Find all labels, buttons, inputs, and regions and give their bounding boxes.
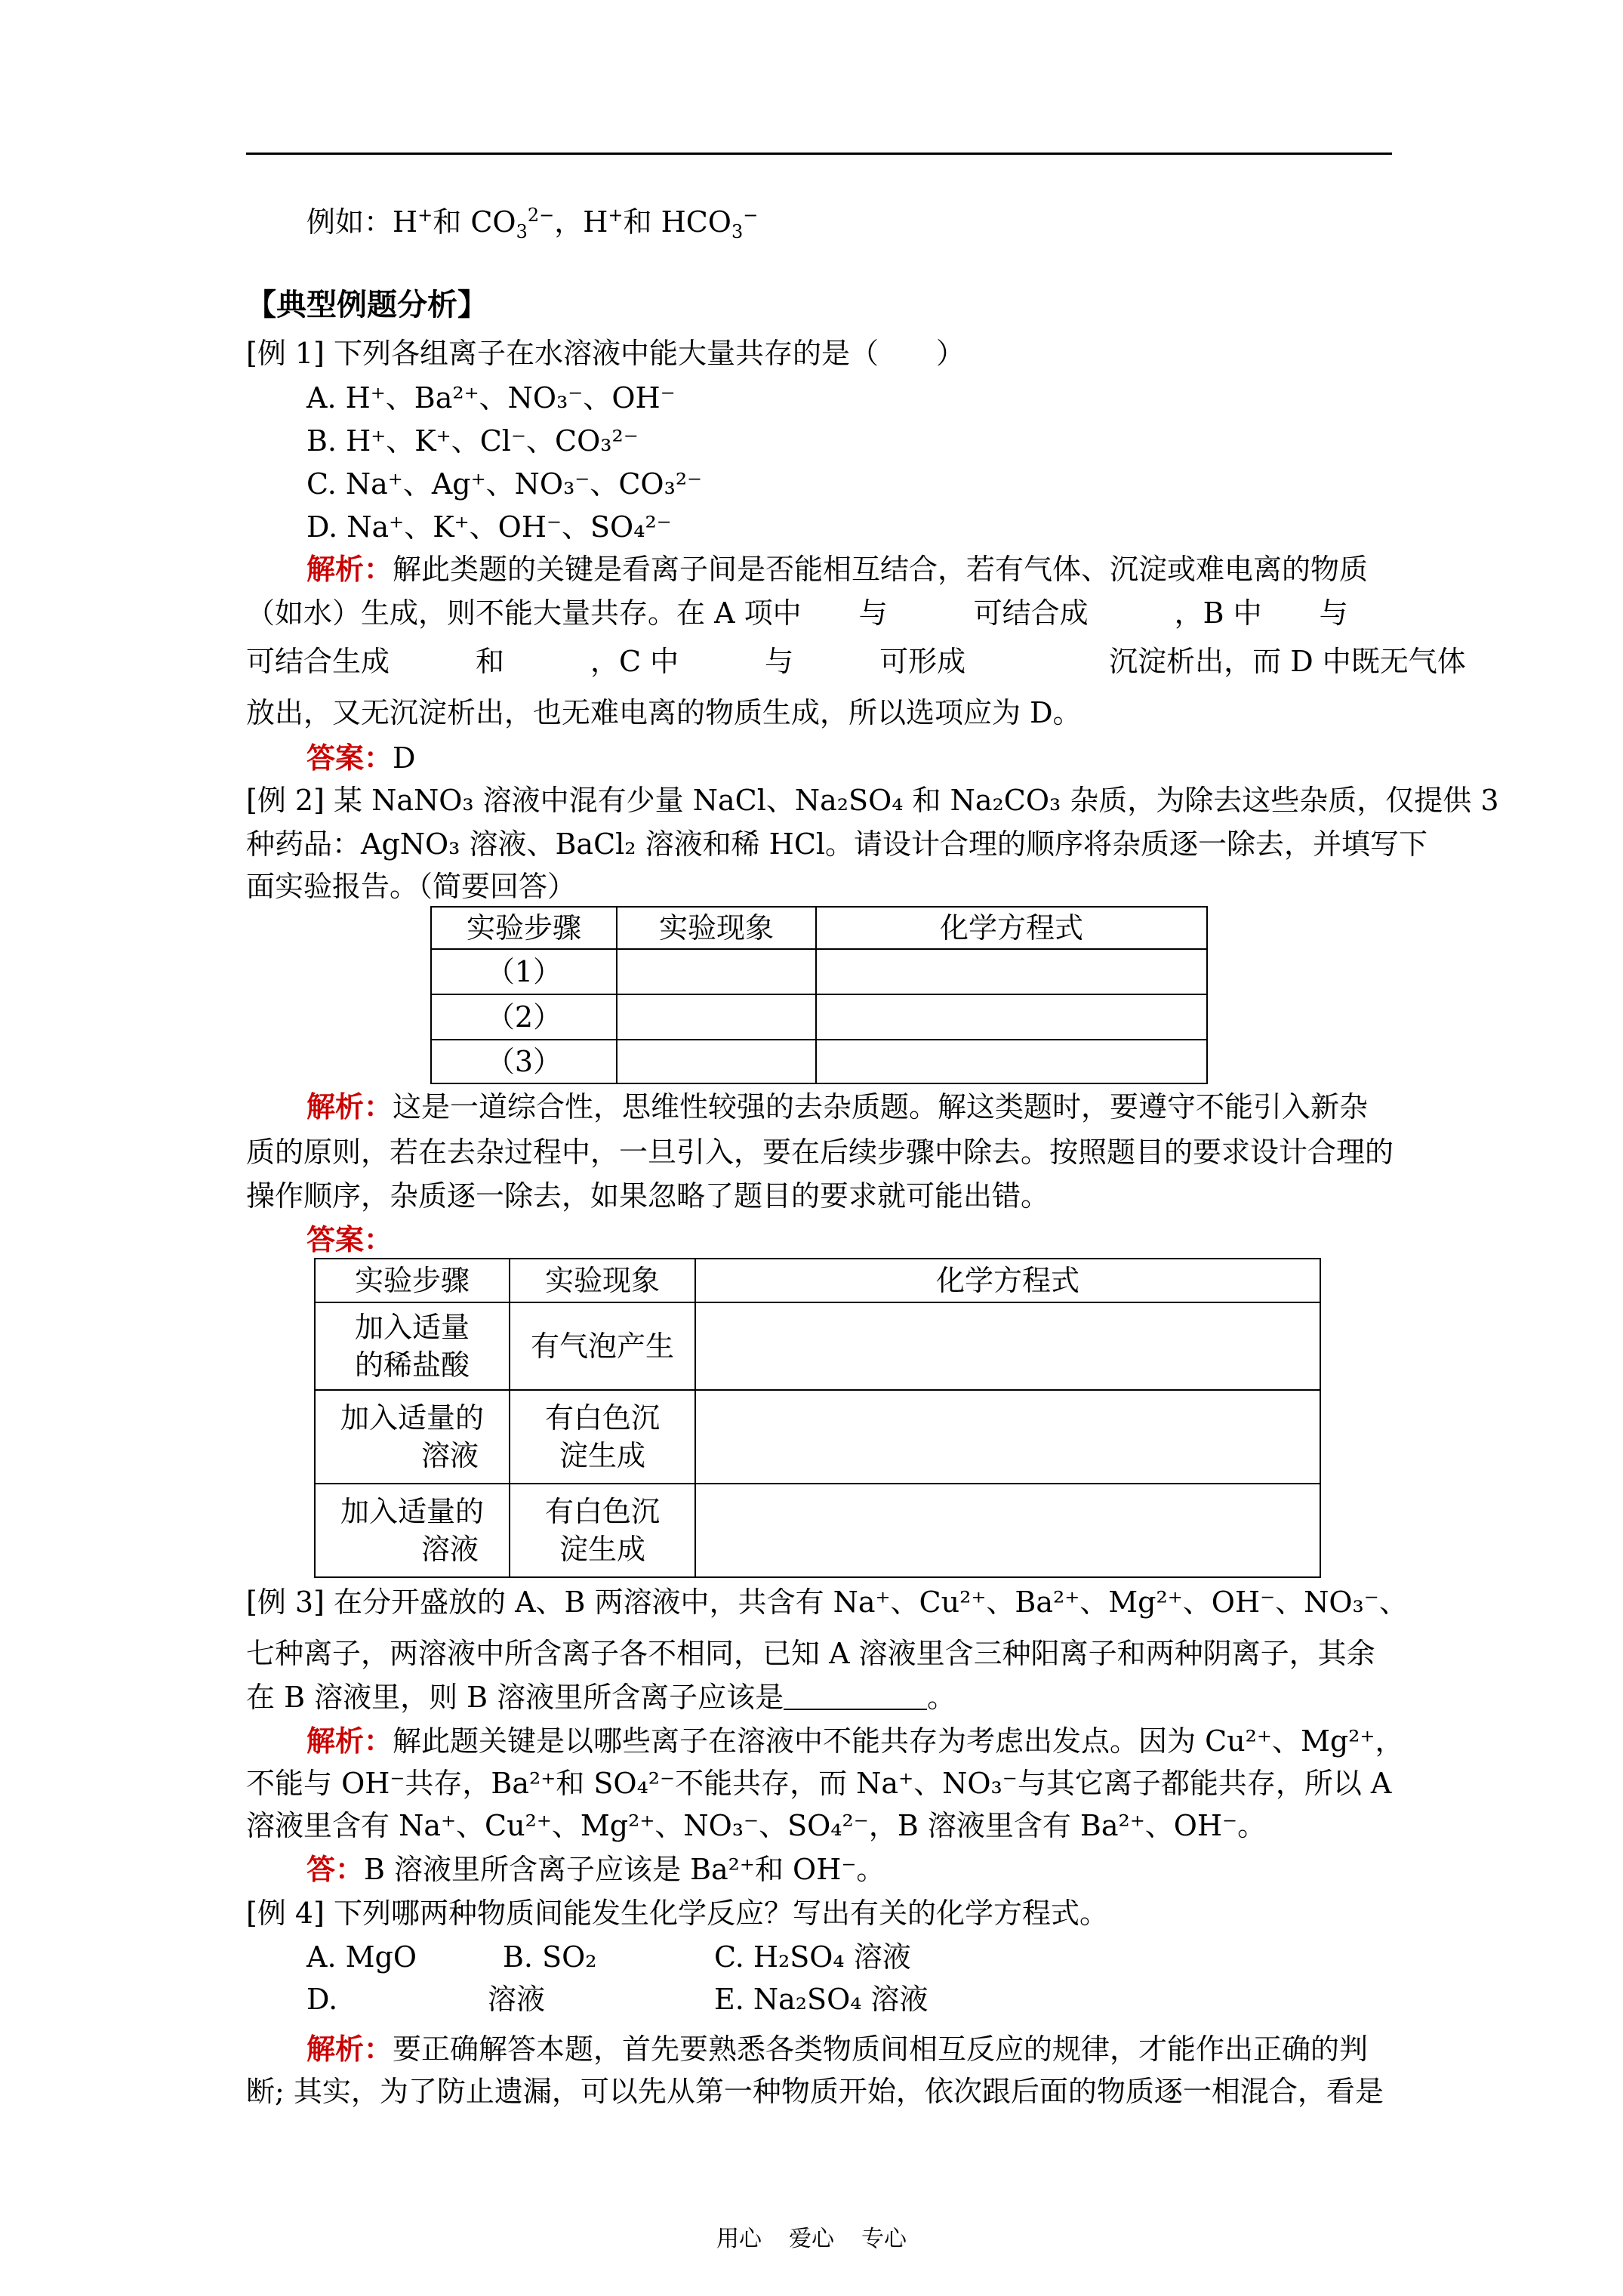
header-cell: 实验步骤 <box>315 1259 510 1302</box>
ex2-stem-3: 面实验报告。（简要回答） <box>246 870 577 903</box>
header-cell: 化学方程式 <box>816 907 1207 949</box>
table-row <box>315 1390 1320 1484</box>
header-cell: 化学方程式 <box>695 1259 1320 1302</box>
ex4-stem: [例 4] 下列哪两种物质间能发生化学反应？写出有关的化学方程式。 <box>246 1897 1108 1930</box>
observation-cell: 有白色沉 淀生成 <box>510 1390 695 1484</box>
header-cell: 实验现象 <box>510 1259 695 1302</box>
step-cell: 加入适量的 溶液 <box>315 1390 510 1484</box>
ex1-option-b: B. H⁺、K⁺、Cl⁻、CO₃²⁻ <box>306 424 639 458</box>
ex3-stem-3: 在 B 溶液里，则 B 溶液里所含离子应该是 。 <box>246 1681 956 1714</box>
ex3-answer: 答：B 溶液里所含离子应该是 Ba²⁺和 OH⁻。 <box>306 1852 885 1886</box>
table-row <box>315 1302 1320 1390</box>
example-line: 例如：H+和 $CO_3^{2-}$，H+和 $HCO_3^-$ <box>306 205 759 242</box>
table-row <box>315 1259 1320 1302</box>
step-cell: （1） <box>431 949 617 994</box>
ex1-analysis-1: 解析：解此类题的关键是看离子间是否能相互结合，若有气体、沉淀或难电离的物质 <box>306 552 1369 586</box>
blank-cell <box>816 1040 1207 1083</box>
ex1-option-c: C. Na⁺、Ag⁺、NO₃⁻、CO₃²⁻ <box>306 467 703 501</box>
ex1-analysis-4: 放出，又无沉淀析出，也无难电离的物质生成，所以选项应为 D。 <box>246 696 1082 729</box>
equation-cell <box>695 1484 1320 1577</box>
blank-cell <box>617 949 816 994</box>
ex3-stem-2: 七种离子，两溶液中所含离子各不相同，已知 A 溶液里含三种阳离子和两种阴离子，其余 <box>246 1637 1375 1670</box>
table-row <box>431 949 1207 994</box>
ex3-analysis-2: 不能与 OH⁻共存，Ba²⁺和 SO₄²⁻不能共存，而 Na⁺、NO₃⁻与其它离子都能共存，所以 A <box>246 1767 1392 1800</box>
equation-cell <box>695 1302 1320 1390</box>
ex1-analysis-2: （如水）生成，则不能大量共存。在 A 项中 与 可结合成 ，B 中 与 <box>246 596 1348 630</box>
header-cell: 实验现象 <box>617 907 816 949</box>
ex2-report-table <box>430 906 1208 1084</box>
ex4-option-c: C. H₂SO₄ 溶液 <box>714 1940 911 1974</box>
observation-cell: 有白色沉 淀生成 <box>510 1484 695 1577</box>
table-row <box>315 1484 1320 1577</box>
page-footer: 用心 爱心 专心 <box>716 2226 907 2252</box>
ex4-option-e: E. Na₂SO₄ 溶液 <box>714 1983 929 2016</box>
ex2-answer-label: 答案： <box>306 1222 393 1256</box>
header-cell: 实验步骤 <box>431 907 617 949</box>
ex4-option-a: A. MgO <box>306 1940 417 1974</box>
table-row <box>431 1040 1207 1083</box>
ex1-analysis-3: 可结合生成 和 ，C 中 与 可形成 沉淀析出，而 D 中既无气体 <box>246 645 1466 678</box>
ex4-option-b: B. SO₂ <box>503 1940 597 1974</box>
blank-cell <box>617 994 816 1040</box>
header-rule <box>246 153 1392 155</box>
ex1-option-d: D. Na⁺、K⁺、OH⁻、SO₄²⁻ <box>306 510 672 544</box>
step-cell: （2） <box>431 994 617 1040</box>
section-title: 【典型例题分析】 <box>246 287 488 322</box>
table-row <box>431 994 1207 1040</box>
equation-cell <box>695 1390 1320 1484</box>
blank-cell <box>816 949 1207 994</box>
ex1-stem: [例 1] 下列各组离子在水溶液中能大量共存的是（ ） <box>246 337 965 370</box>
blank-cell <box>617 1040 816 1083</box>
step-cell: （3） <box>431 1040 617 1083</box>
ex3-stem-1: [例 3] 在分开盛放的 A、B 两溶液中，共含有 Na⁺、Cu²⁺、Ba²⁺、Mg²⁺、OH⁻、NO₃⁻、 <box>246 1586 1408 1619</box>
ex2-stem-2: 种药品：AgNO₃ 溶液、BaCl₂ 溶液和稀 HCl。请设计合理的顺序将杂质逐一除去，并填写下 <box>246 827 1428 861</box>
blank-cell <box>816 994 1207 1040</box>
table-row <box>431 907 1207 949</box>
ex2-analysis-3: 操作顺序，杂质逐一除去，如果忽略了题目的要求就可能出错。 <box>246 1179 1050 1213</box>
ex4-analysis-2: 断; 其实，为了防止遗漏，可以先从第一种物质开始，依次跟后面的物质逐一相混合，看是 <box>246 2075 1384 2108</box>
ex3-analysis-1: 解析：解此题关键是以哪些离子在溶液中不能共存为考虑出发点。因为 Cu²⁺、Mg²⁺， <box>306 1724 1404 1758</box>
step-cell: 加入适量 的稀盐酸 <box>315 1302 510 1390</box>
ex2-answer-table <box>314 1258 1321 1578</box>
ex2-stem-1: [例 2] 某 NaNO₃ 溶液中混有少量 NaCl、Na₂SO₄ 和 Na₂CO₃ 杂质，为除去这些杂质，仅提供 3 <box>246 784 1499 817</box>
ex3-analysis-3: 溶液里含有 Na⁺、Cu²⁺、Mg²⁺、NO₃⁻、SO₄²⁻，B 溶液里含有 Ba²⁺、OH⁻。 <box>246 1809 1267 1842</box>
answer-blank <box>784 1683 927 1710</box>
ex4-analysis-1: 解析：要正确解答本题，首先要熟悉各类物质间相互反应的规律，才能作出正确的判 <box>306 2032 1369 2066</box>
ex2-analysis-2: 质的原则，若在去杂过程中，一旦引入，要在后续步骤中除去。按照题目的要求设计合理的 <box>246 1136 1394 1169</box>
ex1-option-a: A. H⁺、Ba²⁺、NO₃⁻、OH⁻ <box>306 381 676 415</box>
observation-cell: 有气泡产生 <box>510 1302 695 1390</box>
ex4-option-d: D. <box>306 1983 338 2016</box>
ex2-analysis-1: 解析：这是一道综合性，思维性较强的去杂质题。解这类题时，要遵守不能引入新杂 <box>306 1089 1369 1123</box>
ex4-option-d-solution: 溶液 <box>488 1983 546 2016</box>
ex1-answer: 答案：D <box>306 741 416 775</box>
step-cell: 加入适量的 溶液 <box>315 1484 510 1577</box>
